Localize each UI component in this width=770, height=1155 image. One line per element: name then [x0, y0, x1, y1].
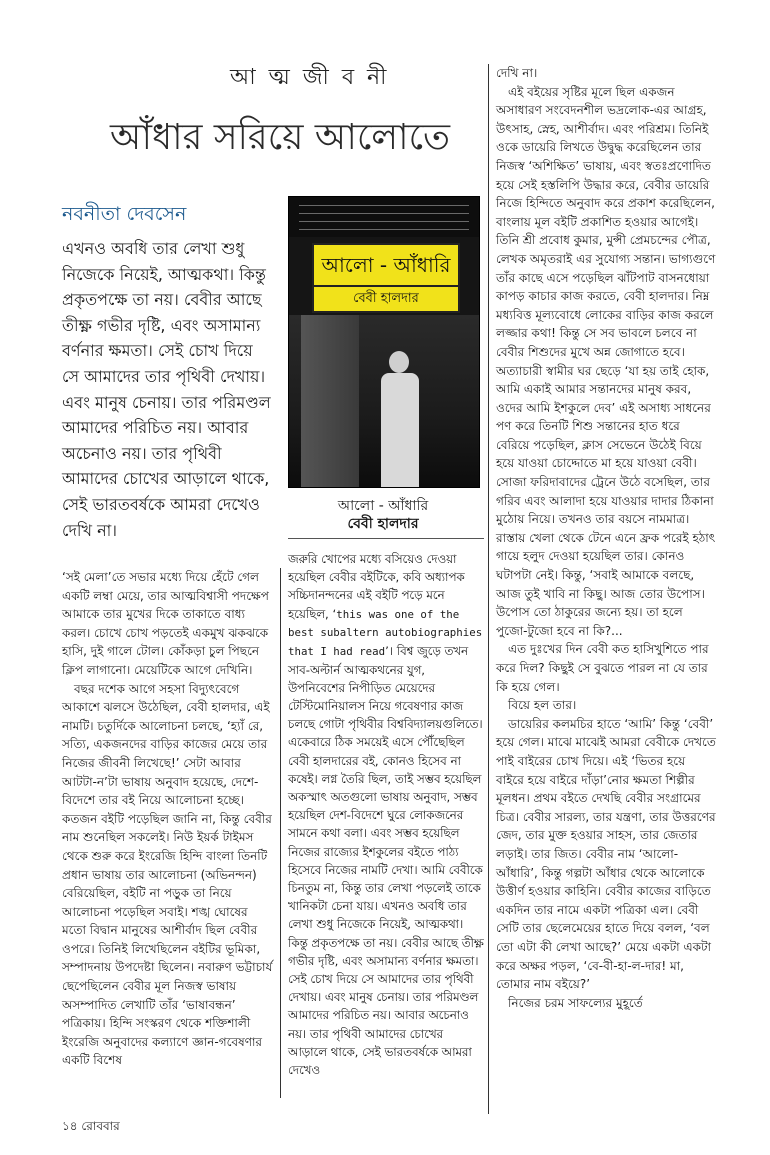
section-kicker: আ ত্ম জী ব নী: [230, 65, 390, 90]
cover-door: [301, 315, 359, 487]
paragraph: এই বইয়ের সৃষ্টির মূলে ছিল একজন অসাধারণ সংবেদনশীল ভদ্রলোক-এর আগ্রহ, উৎসাহ, স্নেহ, আশীর্বাদ। এবং পরিশ্রম। তিনিই ওকে ডায়েরি লিখতে উদ্বুদ্ধ করেছিলেন তার নিজস্ব ‘অশিক্ষিত’ ভাষায়, এবং স্বতঃপ্রণোদিত হয়ে সেই হস্তলিপি উদ্ধার করে, বেবীর ডায়েরি নিজে হিন্দিতে অনুবাদ করে প্রকাশ করেছিলেন, বাংলায় মূল বইটি প্রকাশিত হওয়ার আগেই। তিনি শ্রী প্রবোধ কুমার, মুন্সী প্রেমচন্দের পৌত্র, লেখক অমৃতরাই এর সুযোগ্য সন্তান। ভাগ্যগুণে তাঁর কাছে এসে পড়েছিল ঝাঁটপাট বাসনধোয়া কাপড় কাচার কাজ করতে, বেবী হালদার। নিম্ন মধ্যবিত্ত মূল্যবোধে লোকের বাড়ির কাজ করলে লজ্জার কথা! কিন্তু সে সব ভাবলে চলবে না বেবীর শিশুদের মুখে অন্ন জোগাতে হবে। অত্যাচারী স্বামীর ঘর ছেড়ে ‘যা হয় তাই হোক, আমি একাই আমার সন্তানদের মানুষ করব, ওদের আমি ইশকুলে দেব’ এই অসাধ্য সাধনের পণ করে তিনটি শিশু সন্তানের হাত ধরে বেরিয়ে পড়েছিল, ক্লাস সেভেনে উঠেই বিয়ে হয়ে যাওয়া চোদ্দোতে মা হয়ে যাওয়া বেবী। সোজা ফরিদাবাদের ট্রেনে উঠে বসেছিল, তার গরিব এবং আলাদা হয়ে যাওয়ার দাদার ঠিকানা মুঠোয় নিয়ে। তখনও তার বয়সে নামমাত্র। রাস্তায় খেলা থেকে টেনে এনে ফ্রক পরেই হঠাৎ গায়ে হলুদ দেওয়া হয়েছিল তার। কোনও ঘটাপটা নেই। কিন্তু, ‘সবাই আমাকে বলছে, আজ তুই খাবি না কিছু। আজ তোর উপোস। উপোস তো ঠাকুরের জন্যে হয়। তা হলে পুজো-টুজো হবে না কি?...: [496, 84, 716, 638]
paragraph: [288, 550, 484, 1079]
paragraph: ডায়েরির কলমচির হাতে ‘আমি’ কিন্তু ‘বেবী’ হয়ে গেল। মাঝে মাঝেই আমরা বেবীকে দেখতে পাই বাইরের চোখ দিয়ে। এই ‘ভিতর হয়ে বাইরে হয়ে বাইরে দাঁড়া’নোর ক্ষমতা শিল্পীর মূলধন। প্রথম বইতে দেখছি বেবীর সংগ্রামের চিত্র। বেবীর সারল্য, তার যন্ত্রণা, তার উত্তরণের জেদ, তার মুক্ত হওয়ার সাহস, তার জেতার লড়াই। তার জিত। বেবীর নাম ‘আলো-আঁধারি’, কিন্তু গল্পটা আঁধার থেকে আলোকে উত্তীর্ণ হওয়ার কাহিনি। বেবীর কাজের বাড়িতে একদিন তার নামে একটা পত্রিকা এল। বেবী সেটি তার ছেলেমেয়ের হাতে দিয়ে বলল, ‘বল তো এটা কী লেখা আছে?’ মেয়ে একটা একটা করে অক্ষর পড়ল, ‘বে-বী-হা-ল-দার! মা, তোমার নাম বইয়ে?’: [496, 716, 716, 992]
caption-title: আলো - আঁধারি: [337, 498, 429, 514]
paragraph: বছর দশেক আগে সহসা বিদ্যুৎবেগে আকাশে ঝলসে উঠেছিল, বেবী হালদার, এই নামটি। চতুর্দিকে আলোচনা চলছে, ‘হ্যাঁ রে, সত্যি, একজনদের বাড়ির কাজের মেয়ে তার নিজের জীবনী লিখেছে!’ সেটা আবার আটটা-ন’টা ভাষায় অনুবাদ হয়েছে, দেশে-বিদেশে তার বই নিয়ে আলোচনা হচ্ছে। কতজন বইটি পড়েছিল জানি না, কিন্তু বেবীর নাম শুনেছিল সকলেই। নিউ ইয়র্ক টাইমস থেকে শুরু করে ইংরেজি হিন্দি বাংলা তিনটি প্রধান ভাষায় তার আলোচনা (অভিনন্দন) বেরিয়েছিল, বইটি না পড়ুক তা নিয়ে আলোচনা পড়েছিল সবাই। শঙ্খ ঘোষের মতো বিদ্বান মানুষের আশীর্বাদ ছিল বেবীর ওপরে। তিনিই লিখেছিলেন বইটির ভূমিকা, সম্পাদনায় উপদেষ্টা ছিলেন। নবারুণ ভট্টাচার্য ছেপেছিলেন বেবীর মূল নিজস্ব ভাষায় অসম্পাদিত লেখাটি তাঁর ‘ভাষাবন্ধন’ পত্রিকায়। হিন্দি সংস্করণ থেকে শক্তিশালী ইংরেজি অনুবাদের কল্যাণে জ্ঞান-গবেষণার একটি বিশেষ: [62, 681, 273, 1068]
text-run: ’। বিশ্ব জুড়ে তখন সাব-অল্টার্ন আত্মকথনের যুগ, উপনিবেশের নিপীড়িত মেয়েদের টেস্টিমোনিয়ালস নিয়ে গবেষণার কাজ চলছে গোটা পৃথিবীর বিশ্ববিদ্যালয়গুলিতে। একেবারে ঠিক সময়েই এসে পৌঁছেছিল বেবী হালদারের বই, কোনও হিসেব না কষেই। লগ্ন তৈরি ছিল, তাই সম্ভব হয়েছিল অকস্মাৎ অতগুলো ভাষায় অনুবাদ, সম্ভব হয়েছিল দেশ-বিদেশে ঘুরে লোকজনের সামনে কথা বলা। এবং সম্ভব হয়েছিল নিজের রাজ্যের ইশকুলের বইতে পাঠ্য হিসেবে নিজের নামটি দেখা। আমি বেবীকে চিনতুম না, কিন্তু তার লেখা পড়লেই তাকে খানিকটা চেনা যায়। এখনও অবধি তার লেখা শুধু নিজেকে নিয়েই, আত্মকথা। কিন্তু প্রকৃতপক্ষে তা নয়। বেবীর আছে তীক্ষ্ণ গভীর দৃষ্টি, এবং অসামান্য বর্ণনার ক্ষমতা। সেই চোখ দিয়ে সে আমাদের তার পৃথিবী দেখায়। এবং মানুষ চেনায়। তার পরিমণ্ডল আমাদের পরিচিত নয়। আবার অচেনাও নয়। তার পৃথিবী আমাদের চোখের আড়ালে থাকে, সেই ভারতবর্ষকে আমরা দেখেও: [288, 643, 484, 1078]
caption-rule: [288, 538, 484, 539]
paragraph: বিয়ে হল তার।: [508, 698, 577, 713]
book-cover: [288, 196, 480, 488]
byline: নবনীতা দেবসেন: [62, 203, 187, 225]
intro-pullquote: এখনও অবধি তার লেখা শুধু নিজেকে নিয়েই, আত্মকথা। কিন্তু প্রকৃতপক্ষে তা নয়। বেবীর আছে তীক্ষ্ণ গভীর দৃষ্টি, এবং অসামান্য বর্ণনার ক্ষমতা। সেই চোখ দিয়ে সে আমাদের তার পৃথিবী দেখায়। এবং মানুষ চেনায়। তার পরিমণ্ডল আমাদের পরিচিত নয়। আবার অচেনাও নয়। তার পৃথিবী আমাদের চোখের আড়ালে থাকে, সেই ভারতবর্ষকে আমরা দেখেও দেখি না।: [62, 239, 271, 540]
cover-figure-head: [389, 351, 409, 373]
body-column-2: [288, 550, 484, 1079]
page-footer: ১৪ রোববার: [62, 1119, 120, 1133]
cover-author: বেবী হালদার: [312, 285, 460, 313]
paragraph: নিজের চরম সাফল্যের মুহূর্তে: [508, 995, 643, 1010]
headline: আঁধার সরিয়ে আলোতে: [110, 117, 451, 158]
cover-title: আলো - আঁধারি: [312, 243, 460, 287]
body-column-1: [62, 568, 274, 1070]
caption-author: বেবী হালদার: [347, 516, 419, 532]
text-run: জরুরি খোপের মধ্যে বসিয়েও দেওয়া হয়েছিল বেবীর বইটিকে, কবি অধ্যাপক সচ্চিদানন্দনের এই বইটি পড়ে মনে হয়েছিল, ‘: [288, 552, 465, 621]
english-quote: this was one of the best subaltern autobiographies that I had read: [288, 607, 483, 658]
column-divider-right: [488, 64, 489, 1114]
column-divider-left: [280, 568, 281, 1098]
paragraph: দেখি না।: [496, 66, 538, 80]
paragraph: এত দুঃখের দিন বেবী কত হাসিখুশিতে পার করে দিল? কিছুই সে বুঝতে পারল না যে তার কি হয়ে গেল।: [496, 642, 709, 694]
cover-illustration: [289, 315, 479, 487]
cover-figure-body: [381, 373, 419, 487]
cover-blurb-band: [289, 197, 479, 237]
paragraph: ‘সই মেলা’তে সভার মধ্যে দিয়ে হেঁটে গেল একটি লম্বা মেয়ে, তার আত্মবিশ্বাসী পদক্ষেপ আমাকে তার মুখের দিকে তাকাতে বাধ্য করল। চোখে চোখ পড়তেই একমুখ ঝকঝকে হাসি, দুই গালে টোল। কোঁকড়া চুল পিছনে ক্লিপ লাগানো। মেয়েটিকে আগে দেখিনি।: [62, 570, 269, 677]
body-column-3: [496, 64, 716, 1012]
